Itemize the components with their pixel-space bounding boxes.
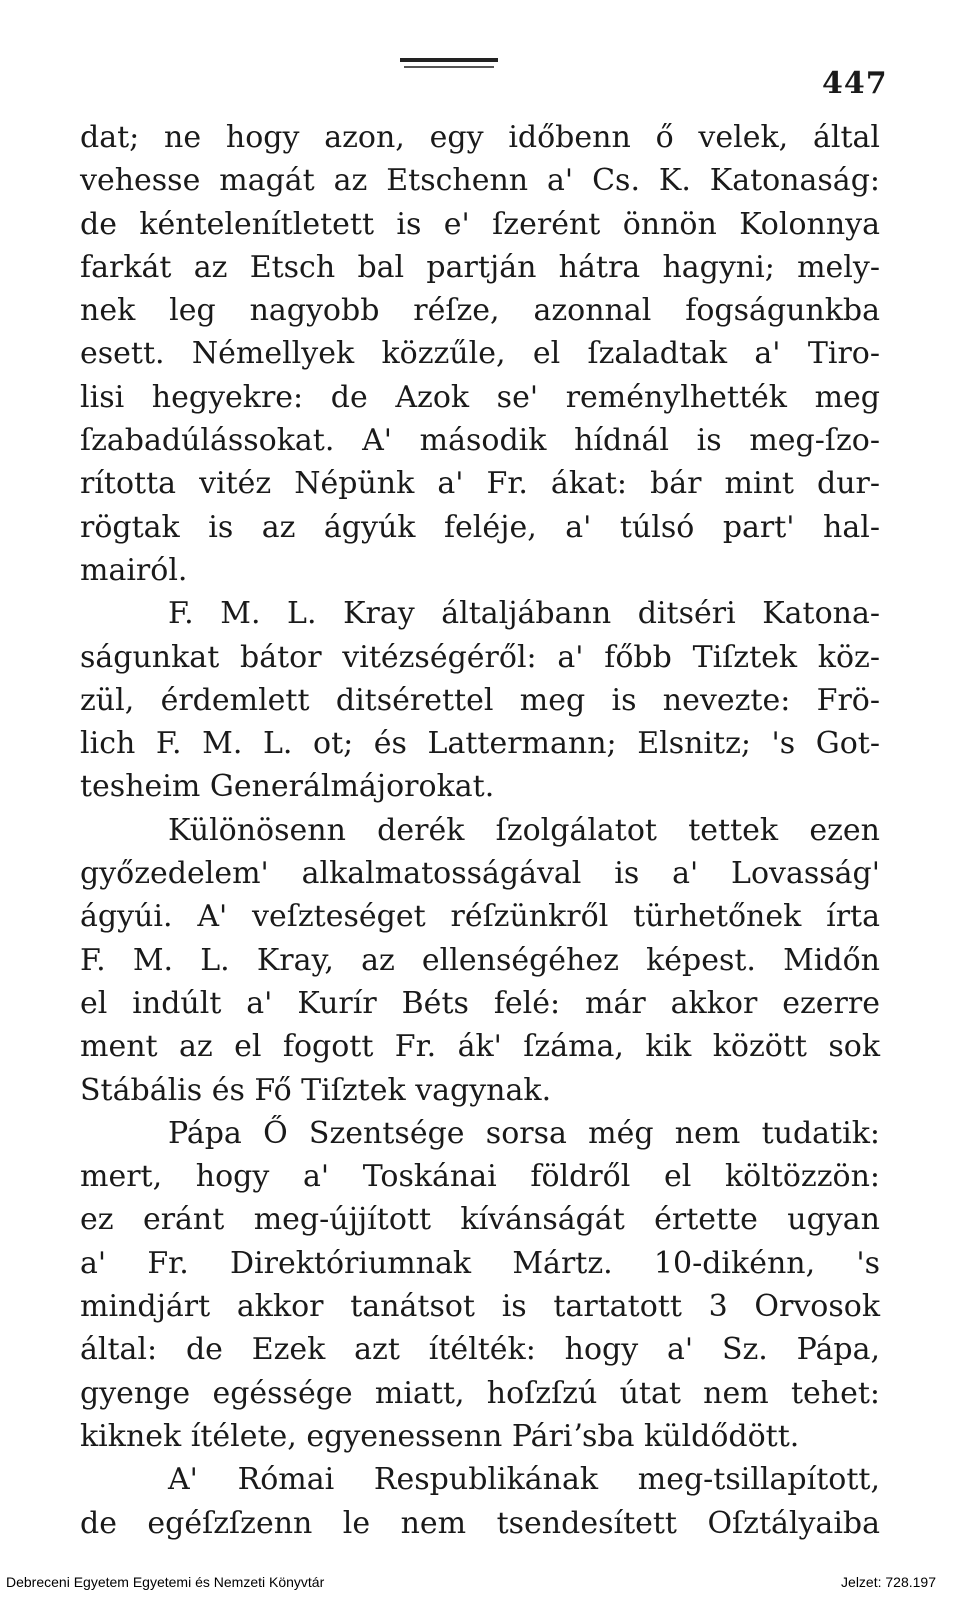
text-line: farkát az Etsch bal partján hátra hagyni; mely- (80, 249, 880, 285)
text-line: által: de Ezek azt ítélték: hogy a' Sz. Pápa, (80, 1332, 880, 1368)
text-line: lich F. M. L. ot; és Lattermann; Elsnitz; 's Got- (80, 726, 880, 762)
text-line: lisi hegyekre: de Azok se' reménylhették meg (80, 379, 880, 415)
text-line: Stábális és Fő Tiſztek vagynak. (80, 1072, 552, 1108)
text-line: de kéntelenítletett is e' ſzerént önnön Kolonnya (80, 206, 880, 242)
body-text (80, 116, 880, 1545)
text-line: F. M. L. Kray általjábann ditséri Katona- (168, 596, 880, 632)
text-line: ez eránt meg-újjított kívánságát értette ugyan (80, 1202, 880, 1238)
text-line: mairól. (80, 552, 188, 588)
text-line: tesheim Generálmájorokat. (80, 769, 495, 805)
text-line: ment az el fogott Fr. ák' ſzáma, kik között sok (80, 1029, 880, 1065)
paragraph (80, 592, 880, 808)
paragraph (80, 1112, 880, 1458)
text-line: rögtak is az ágyúk feléje, a' túlsó part' hal- (80, 509, 880, 545)
text-line: F. M. L. Kray, az ellenségéhez képest. Midőn (80, 942, 880, 978)
text-line: zül, érdemlett ditsérettel meg is nevezte: Frö- (80, 682, 880, 718)
paragraph (80, 1458, 880, 1545)
text-line: el indúlt a' Kurír Béts felé: már akkor ezerre (80, 985, 880, 1021)
page-number: 447 (822, 66, 888, 101)
text-line: mindjárt akkor tanátsot is tartatott 3 Orvosok (80, 1289, 880, 1325)
library-footer: Debreceni Egyetem Egyetemi és Nemzeti Könyvtár (6, 1574, 325, 1590)
text-line: győzedelem' alkalmatosságával is a' Lovasság' (80, 856, 880, 892)
header-rule (400, 58, 498, 62)
text-line: kiknek ítélete, egyenessenn Páriʼsba küldődött. (80, 1418, 800, 1454)
paragraph (80, 809, 880, 1112)
text-line: ágyúi. A' veſzteséget réſzünkről türhetőnek írta (80, 899, 880, 935)
header-rule-thin (404, 66, 494, 68)
text-line: nek leg nagyobb réſze, azonnal fogságunkba (80, 293, 880, 329)
text-line: ſzabadúlássokat. A' második hídnál is meg-ſzo- (80, 423, 880, 459)
text-line: de egéſzſzenn le nem tsendesített Oſztályaiba (80, 1505, 880, 1541)
text-line: Pápa Ő Szentsége sorsa még nem tudatik: (168, 1115, 880, 1151)
text-line: a' Fr. Direktóriumnak Mártz. 10-dikénn, 's (80, 1245, 880, 1281)
text-line: ságunkat bátor vitézségéről: a' főbb Tiſztek köz- (80, 639, 880, 675)
text-line: mert, hogy a' Toskánai földről el költözzön: (80, 1159, 880, 1195)
shelfmark-footer: Jelzet: 728.197 (841, 1574, 936, 1590)
text-line: A' Római Respublikának meg-tsillapított, (168, 1462, 880, 1498)
text-line: Különösenn derék ſzolgálatot tettek ezen (168, 812, 880, 848)
text-line: dat; ne hogy azon, egy időbenn ő velek, által (80, 120, 880, 155)
paragraph (80, 116, 880, 592)
text-line: vehesse magát az Etschenn a' Cs. K. Katonaság: (80, 163, 880, 199)
text-line: rította vitéz Népünk a' Fr. ákat: bár mint dur- (80, 466, 880, 502)
text-line: esett. Némellyek közzűle, el ſzaladtak a' Tiro- (80, 336, 880, 372)
text-line: gyenge egéssége miatt, hoſzſzú útat nem tehet: (80, 1375, 880, 1411)
